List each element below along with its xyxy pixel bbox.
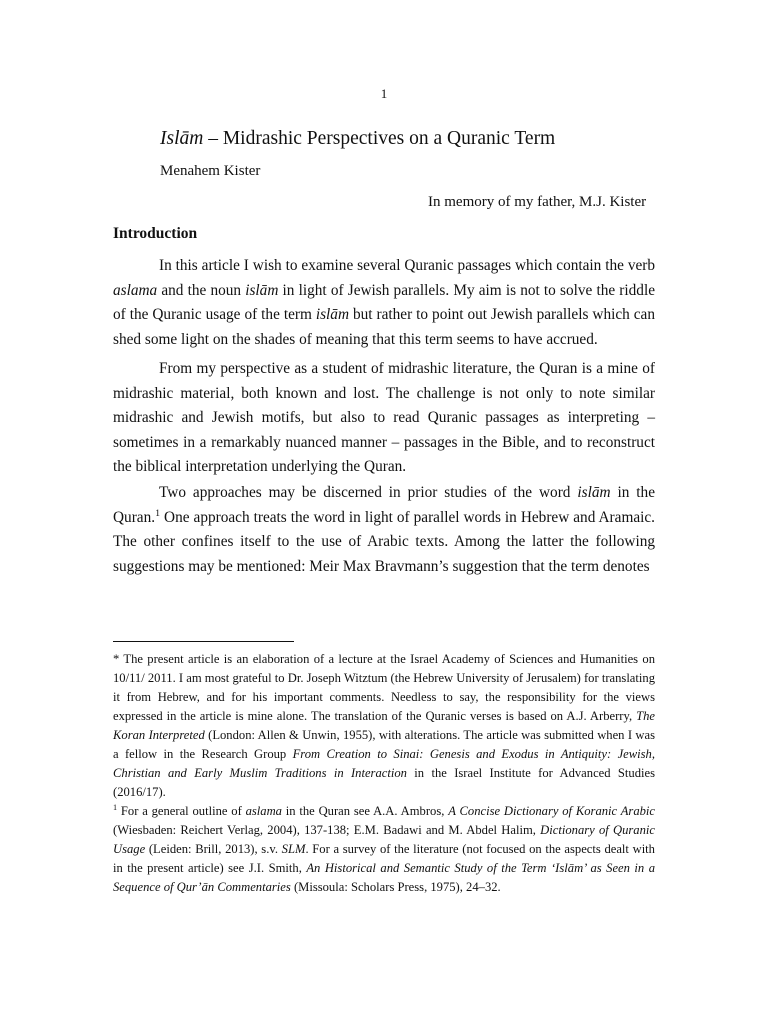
- p3-text-c: in the Quran.: [113, 484, 655, 526]
- p1-term-islam: islām: [245, 281, 279, 299]
- fn-star-text-e: in the Israel Institute for Advanced Studies (2016/17).: [113, 766, 655, 799]
- article-title: [160, 128, 555, 150]
- p1-term-aslama: aslama: [113, 281, 158, 299]
- footnote-separator: [113, 641, 294, 642]
- fn1-text-i: . For a survey of the literature (not focused on the aspects dealt with in the present article) see J.I. Smith,: [113, 842, 655, 875]
- body-paragraph-1: [113, 254, 655, 352]
- p1-term-islam-2: islām: [315, 306, 350, 323]
- p1-text-e: in light of Jewish parallels. My aim is not to solve the riddle of the Quranic usage of the term: [113, 281, 655, 323]
- fn1-term: aslama: [245, 804, 282, 818]
- fn1-text-c: in the Quran see A.A. Ambros,: [281, 804, 449, 818]
- p3-text-a: Two approaches may be discerned in prior studies of the word: [159, 484, 578, 501]
- fn1-text-g: (Leiden: Brill, 2013), s.v.: [145, 842, 282, 856]
- fn-star-text-a: * The present article is an elaboration of a lecture at the Israel Academy of Sciences and Humanities on 10/11/ 2011. I am most grateful to Dr. Joseph Witztum (the Hebrew University of Jerusalem) for translating it from Hebrew, and for his important comments. Needless to say, the responsibility for the views expressed in the article is mine alone. The translation of the Quranic verses is based on A.J. Arberry,: [113, 652, 655, 723]
- fn1-text-k: (Missoula: Scholars Press, 1975), 24–32.: [290, 880, 501, 894]
- fn-star-text-c: (London: Allen & Unwin, 1955), with alterations. The article was submitted when I was a fellow in the Research Group: [113, 728, 655, 761]
- body-paragraph-2: [113, 357, 655, 480]
- p2-text: From my perspective as a student of midrashic literature, the Quran is a mine of midrashic material, both known and lost. The challenge is not only to note similar midrashic and Jewish motifs, but also to read Quranic passages as interpreting – sometimes in a remarkably nuanced manner – passages in the Bible, and to reconstruct the biblical interpretation underlying the Quran.: [113, 360, 655, 475]
- fn1-text-a: For a general outline of: [117, 804, 246, 818]
- fn1-text-e: (Wiesbaden: Reichert Verlag, 2004), 137-138; E.M. Badawi and M. Abdel Halim,: [113, 823, 541, 837]
- p1-text-g: but rather to point out Jewish parallels which can shed some light on the shades of meaning that this term seems to have accrued.: [113, 306, 655, 348]
- title-italic-term: Islām: [160, 128, 204, 149]
- title-rest: – Midrashic Perspectives on a Quranic Term: [203, 128, 556, 149]
- author-name: Menahem Kister: [160, 163, 261, 179]
- footnote-1: [113, 802, 655, 897]
- footnote-star: [113, 650, 655, 802]
- fn1-title-2: Dictionary of Quranic Usage: [113, 823, 655, 856]
- p3-term-islam: islām: [577, 484, 611, 501]
- footnote-1-marker: 1: [113, 802, 118, 812]
- p1-text-a: In this article I wish to examine several Quranic passages which contain the verb: [159, 257, 655, 274]
- fn-star-title-1: The Koran Interpreted: [113, 709, 655, 742]
- section-heading: Introduction: [113, 225, 198, 242]
- dedication: In memory of my father, M.J. Kister: [428, 194, 647, 210]
- fn1-title-1: A Concise Dictionary of Koranic Arabic: [448, 804, 656, 818]
- footnotes: [113, 650, 655, 897]
- page-number: 1: [380, 86, 388, 101]
- p3-text-d: One approach treats the word in light of parallel words in Hebrew and Aramaic. The other confines itself to the use of Arabic texts. Among the latter the following suggestions may be mentioned: Meir Max Bravmann’s suggestion that the term denotes: [113, 508, 655, 575]
- footnote-ref-1[interactable]: 1: [155, 507, 161, 519]
- fn-star-title-2: From Creation to Sinai: Genesis and Exodus in Antiquity: Jewish, Christian and Early Muslim Traditions in Interaction: [113, 747, 655, 780]
- fn1-title-3: An Historical and Semantic Study of the Term ‘Islām’ as Seen in a Sequence of Qur’ān Commentaries: [113, 861, 655, 894]
- p1-text-c: and the noun: [157, 281, 246, 299]
- body-paragraph-3: [113, 481, 655, 579]
- fn1-slm: SLM: [281, 842, 306, 856]
